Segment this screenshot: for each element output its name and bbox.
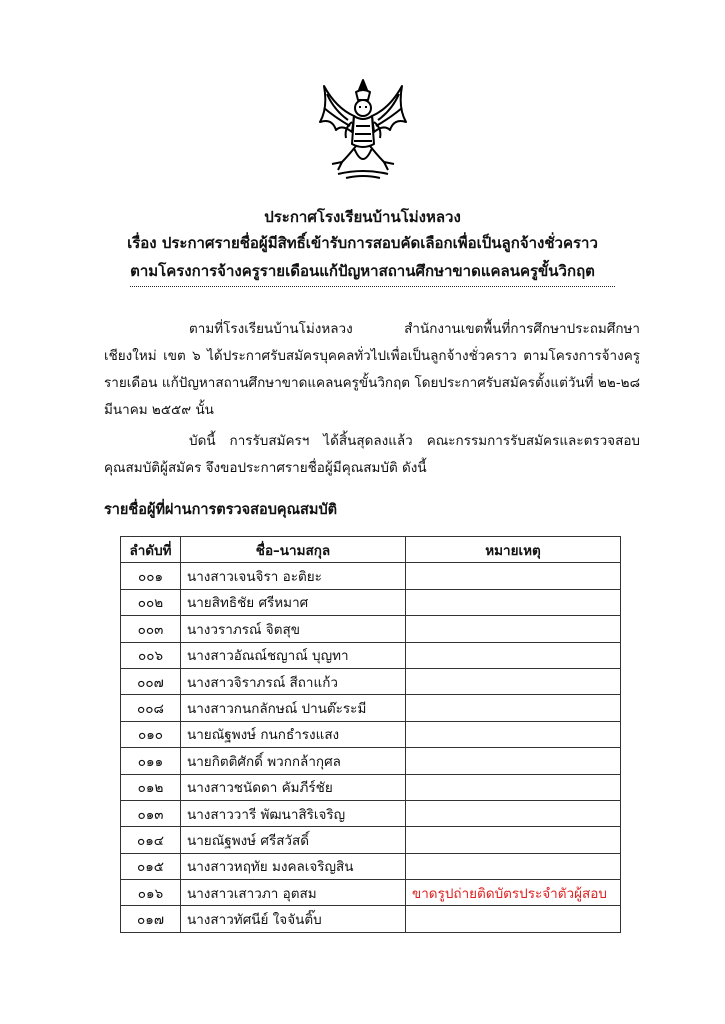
table-row (121, 668, 621, 694)
row-remark (406, 642, 621, 668)
row-number: ๐๑๔ (121, 827, 181, 853)
table-row (121, 695, 621, 721)
row-number: ๐๑๑ (121, 748, 181, 774)
row-name: นางสาวเสาวภา อุตสม (181, 880, 406, 906)
row-number: ๐๐๗ (121, 668, 181, 694)
table-row (121, 748, 621, 774)
row-name: นางสาวจิราภรณ์ สีถาแก้ว (181, 668, 406, 694)
table-row (121, 880, 621, 906)
row-remark (406, 906, 621, 932)
row-name: นางสาวอัณณ์ชญาณ์ บุญทา (181, 642, 406, 668)
row-name: นายณัฐพงษ์ ศรีสวัสดิ์ (181, 827, 406, 853)
row-remark (406, 827, 621, 853)
row-remark (406, 616, 621, 642)
row-name: นางสาวเจนจิรา อะติยะ (181, 563, 406, 589)
announcement-subject-line2: ตามโครงการจ้างครูรายเดือนแก้ปัญหาสถานศึกษาขาดแคลนครูขั้นวิกฤต (130, 262, 595, 280)
row-name: นางสาวทัศนีย์ ใจจันติ๊บ (181, 906, 406, 932)
announcement-title: ประกาศโรงเรียนบ้านโม่งหลวง (264, 208, 461, 226)
row-name: นางสาวชนัดดา คัมภีร์ชัย (181, 774, 406, 800)
row-number: ๐๑๒ (121, 774, 181, 800)
row-name: นางสาวกนกลักษณ์ ปานต๊ะระมี (181, 695, 406, 721)
table-row (121, 906, 621, 932)
row-number: ๐๑๕ (121, 853, 181, 879)
row-name: นายกิตติศักดิ์ พวกกล้ากุศล (181, 748, 406, 774)
row-number: ๐๐๘ (121, 695, 181, 721)
row-name: นางวราภรณ์ จิตสุข (181, 616, 406, 642)
row-remark (406, 563, 621, 589)
row-remark (406, 589, 621, 615)
row-number: ๐๑๐ (121, 721, 181, 747)
table-row (121, 721, 621, 747)
row-remark (406, 695, 621, 721)
column-header-number: ลำดับที่ (121, 537, 181, 563)
row-number: ๐๑๗ (121, 906, 181, 932)
row-remark (406, 853, 621, 879)
table-header-row (121, 537, 621, 563)
column-header-remark: หมายเหตุ (406, 537, 621, 563)
table-row (121, 774, 621, 800)
body-paragraph-1: ตามที่โรงเรียนบ้านโม่งหลวง สำนักงานเขตพื้นที่การศึกษาประถมศึกษาเชียงใหม่ เขต ๖ ได้ประกาศรับสมัครบุคคลทั่วไปเพื่อเป็นลูกจ้างชั่วคราว ตามโครงการจ้างครูรายเดือน แก้ปัญหาสถานศึกษาขาดแคลนครูขั้นวิกฤต โดยประกาศรับสมัครตั้งแต่วันที่ ๒๒-๒๘ มีนาคม ๒๕๕๙ นั้น (104, 321, 640, 418)
row-remark (406, 668, 621, 694)
list-heading: รายชื่อผู้ที่ผ่านการตรวจสอบคุณสมบัติ (104, 502, 338, 518)
row-number: ๐๐๓ (121, 616, 181, 642)
row-remark (406, 774, 621, 800)
row-remark (406, 800, 621, 826)
table-row (121, 616, 621, 642)
row-remark (406, 721, 621, 747)
column-header-name: ชื่อ–นามสกุล (181, 537, 406, 563)
row-number: ๐๑๓ (121, 800, 181, 826)
table-row (121, 827, 621, 853)
row-remark-missing-photo: ขาดรูปถ่ายติดบัตรประจำตัวผู้สอบ (406, 880, 621, 906)
table-row (121, 800, 621, 826)
row-name: นางสาววารี พัฒนาสิริเจริญ (181, 800, 406, 826)
table-row (121, 853, 621, 879)
dotted-divider (130, 286, 615, 287)
row-name: นายสิทธิชัย ศรีหมาศ (181, 589, 406, 615)
table-row (121, 563, 621, 589)
row-name: นายณัฐพงษ์ กนกธำรงแสง (181, 721, 406, 747)
row-remark (406, 748, 621, 774)
row-number: ๐๐๖ (121, 642, 181, 668)
row-name: นางสาวหฤทัย มงคลเจริญสิน (181, 853, 406, 879)
announcement-subject: เรื่อง ประกาศรายชื่อผู้มีสิทธิ์เข้ารับการสอบคัดเลือกเพื่อเป็นลูกจ้างชั่วคราว (127, 234, 598, 252)
garuda-emblem-icon (318, 78, 408, 180)
table-row (121, 589, 621, 615)
row-number: ๐๑๖ (121, 880, 181, 906)
body-paragraph-2: บัดนี้ การรับสมัครฯ ได้สิ้นสุดลงแล้ว คณะกรรมการรับสมัครและตรวจสอบคุณสมบัติผู้สมัคร จึงขอประกาศรายชื่อผู้มีคุณสมบัติ ดังนี้ (104, 433, 640, 476)
row-number: ๐๐๒ (121, 589, 181, 615)
row-number: ๐๐๑ (121, 563, 181, 589)
table-row (121, 642, 621, 668)
candidate-table (120, 536, 621, 933)
